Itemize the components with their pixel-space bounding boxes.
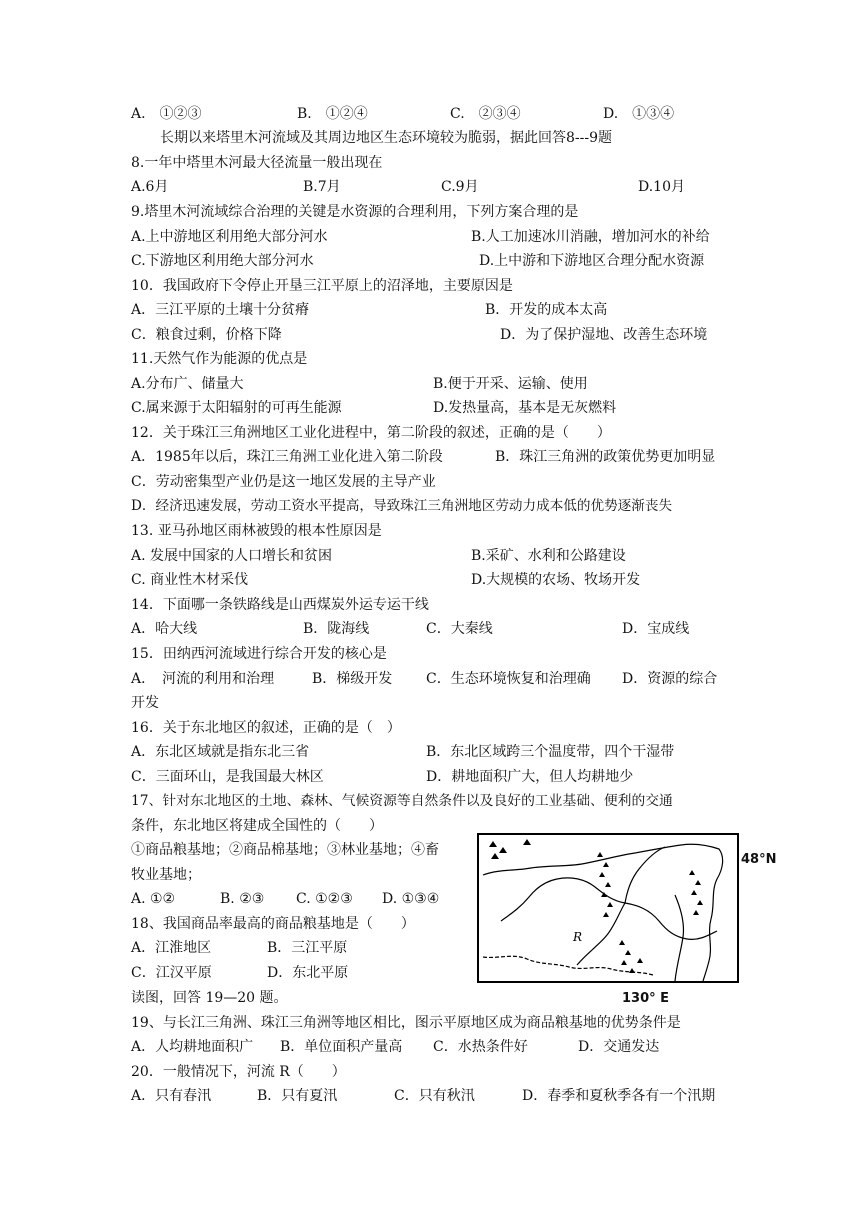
q9-stem: 9.塔里木河流域综合治理的关键是水资源的合理利用，下列方案合理的是 <box>131 204 579 220</box>
q14-option-b: B．陇海线 <box>303 621 370 637</box>
q18-option-d: D．东北平原 <box>267 965 349 981</box>
q17-option-b: B. ②③ <box>220 891 265 907</box>
q17-stem-line1: 17、针对东北地区的土地、森林、气候资源等自然条件以及良好的工业基础、便利的交通 <box>131 793 673 809</box>
q11-stem: 11.天然气作为能源的优点是 <box>131 351 308 367</box>
q19-option-d: D．交通发达 <box>578 1039 660 1055</box>
q7-option-c: C. ②③④ <box>450 106 521 122</box>
q12-option-a: A．1985年以后，珠江三角洲工业化进入第二阶段 <box>131 449 443 465</box>
q16-stem: 16．关于东北地区的叙述，正确的是（ ） <box>131 720 401 736</box>
river-r <box>501 878 717 940</box>
river-tributary <box>577 903 625 965</box>
q17-option-c: C. ①②③ <box>296 891 353 907</box>
northeast-plain-map <box>477 833 739 983</box>
q17-stem-line4: 牧业基地； <box>131 867 201 883</box>
q9-option-b: B.人工加速冰川消融，增加河水的补给 <box>471 229 710 245</box>
q17-option-d: D. ①③④ <box>382 891 440 907</box>
q11-option-d: D.发热量高，基本是无灰燃料 <box>433 400 617 416</box>
q14-option-a: A．哈大线 <box>131 621 198 637</box>
q18-option-c: C．江汉平原 <box>131 965 212 981</box>
q20-option-c: C．只有秋汛 <box>394 1088 475 1104</box>
q17-stem-line3: ①商品粮基地；②商品棉基地；③林业基地；④畜 <box>131 842 439 858</box>
q8-option-c: C.9月 <box>441 179 479 195</box>
q11-option-c: C.属来源于太阳辐射的可再生能源 <box>131 400 342 416</box>
q14-stem: 14．下面哪一条铁路线是山西煤炭外运专运干线 <box>131 597 429 613</box>
q15-option-c: C．生态环境恢复和治理确 <box>426 671 591 687</box>
q19-option-c: C．水热条件好 <box>433 1039 528 1055</box>
q8-option-d: D.10月 <box>638 179 685 195</box>
q17-stem-line2: 条件，东北地区将建成全国性的（ ） <box>131 818 383 834</box>
q14-option-d: D．宝成线 <box>622 621 690 637</box>
section-intro: 长期以来塔里木河流域及其周边地区生态环境较为脆弱，据此回答8---9题 <box>160 130 613 146</box>
q13-option-d: D.大规模的农场、牧场开发 <box>471 572 641 588</box>
q12-stem: 12．关于珠江三角洲地区工业化进程中，第二阶段的叙述，正确的是（ ） <box>131 425 611 441</box>
q16-option-a: A．东北区域就是指东北三省 <box>131 744 310 760</box>
q8-stem: 8.一年中塔里木河最大径流量一般出现在 <box>131 155 383 171</box>
q10-stem: 10．我国政府下令停止开垦三江平原上的沼泽地，主要原因是 <box>131 278 513 294</box>
q13-option-c: C. 商业性木材采伐 <box>131 572 249 588</box>
q17-option-a: A. ①② <box>131 891 176 907</box>
q18-option-a: A．江淮地区 <box>131 940 212 956</box>
q19-option-a: A．人均耕地面积广 <box>131 1039 254 1055</box>
q13-option-a: A. 发展中国家的人口增长和贫困 <box>131 548 333 564</box>
q20-option-a: A．只有春汛 <box>131 1088 212 1104</box>
q8-option-b: B.7月 <box>303 179 341 195</box>
q9-option-a: A.上中游地区利用绝大部分河水 <box>131 229 328 245</box>
longitude-label: 130° E <box>622 991 670 1006</box>
q13-option-b: B.采矿、水利和公路建设 <box>471 548 626 564</box>
q15-option-b: B．梯级开发 <box>312 671 393 687</box>
q20-option-b: B．只有夏汛 <box>257 1088 338 1104</box>
q8-option-a: A.6月 <box>131 179 169 195</box>
q12-option-d: D．经济迅速发展，劳动工资水平提高，导致珠江三角洲地区劳动力成本低的优势逐渐丧失 <box>131 498 673 514</box>
q19-option-b: B．单位面积产量高 <box>280 1039 403 1055</box>
q10-option-d: D．为了保护湿地、改善生态环境 <box>500 327 708 343</box>
river-label: R <box>573 930 583 944</box>
q9-option-d: D.上中游和下游地区合理分配水资源 <box>479 253 705 269</box>
boundary-dashed <box>483 956 653 975</box>
latitude-label: 48°N <box>741 852 777 867</box>
section-intro-19-20: 读图，回答 19—20 题。 <box>131 990 288 1006</box>
q15-continuation: 开发 <box>131 695 159 711</box>
q18-option-b: B．三江平原 <box>267 940 348 956</box>
q16-option-d: D．耕地面积广大，但人均耕地少 <box>426 769 634 785</box>
q18-stem: 18、我国商品率最高的商品粮基地是（ ） <box>131 916 415 932</box>
q19-stem: 19、与长江三角洲、珠江三角洲等地区相比，图示平原地区成为商品粮基地的优势条件是 <box>131 1015 681 1031</box>
q11-option-a: A.分布广、储量大 <box>131 376 244 392</box>
q10-option-c: C．粮食过剩，价格下降 <box>131 327 282 343</box>
map-drawing <box>479 835 737 981</box>
q14-option-c: C．大秦线 <box>426 621 493 637</box>
q15-option-d: D．资源的综合 <box>622 671 718 687</box>
q7-option-a: A. ①②③ <box>131 106 202 122</box>
q7-option-b: B. ①②④ <box>297 106 368 122</box>
q11-option-b: B.便于开采、运输、使用 <box>433 376 588 392</box>
q20-stem: 20．一般情况下，河流 R（ ） <box>131 1064 346 1080</box>
q16-option-b: B．东北区域跨三个温度带，四个干湿带 <box>426 744 675 760</box>
q10-option-b: B．开发的成本太高 <box>485 302 608 318</box>
q13-stem: 13. 亚马孙地区雨林被毁的根本性原因是 <box>131 523 382 539</box>
q7-option-d: D. ①③④ <box>603 106 675 122</box>
q16-option-c: C．三面环山，是我国最大林区 <box>131 769 324 785</box>
q9-option-c: C.下游地区利用绝大部分河水 <box>131 253 314 269</box>
river-upper <box>625 847 665 903</box>
q12-option-c: C．劳动密集型产业仍是这一地区发展的主导产业 <box>131 474 436 490</box>
q15-stem: 15．田纳西河流域进行综合开发的核心是 <box>131 646 387 662</box>
border-line <box>483 844 723 981</box>
q15-option-a: A． 河流的利用和治理 <box>131 671 275 687</box>
q12-option-b: B．珠江三角洲的政策优势更加明显 <box>495 449 716 465</box>
q20-option-d: D．春季和夏秋季各有一个汛期 <box>522 1088 716 1104</box>
q10-option-a: A．三江平原的土壤十分贫瘠 <box>131 302 310 318</box>
